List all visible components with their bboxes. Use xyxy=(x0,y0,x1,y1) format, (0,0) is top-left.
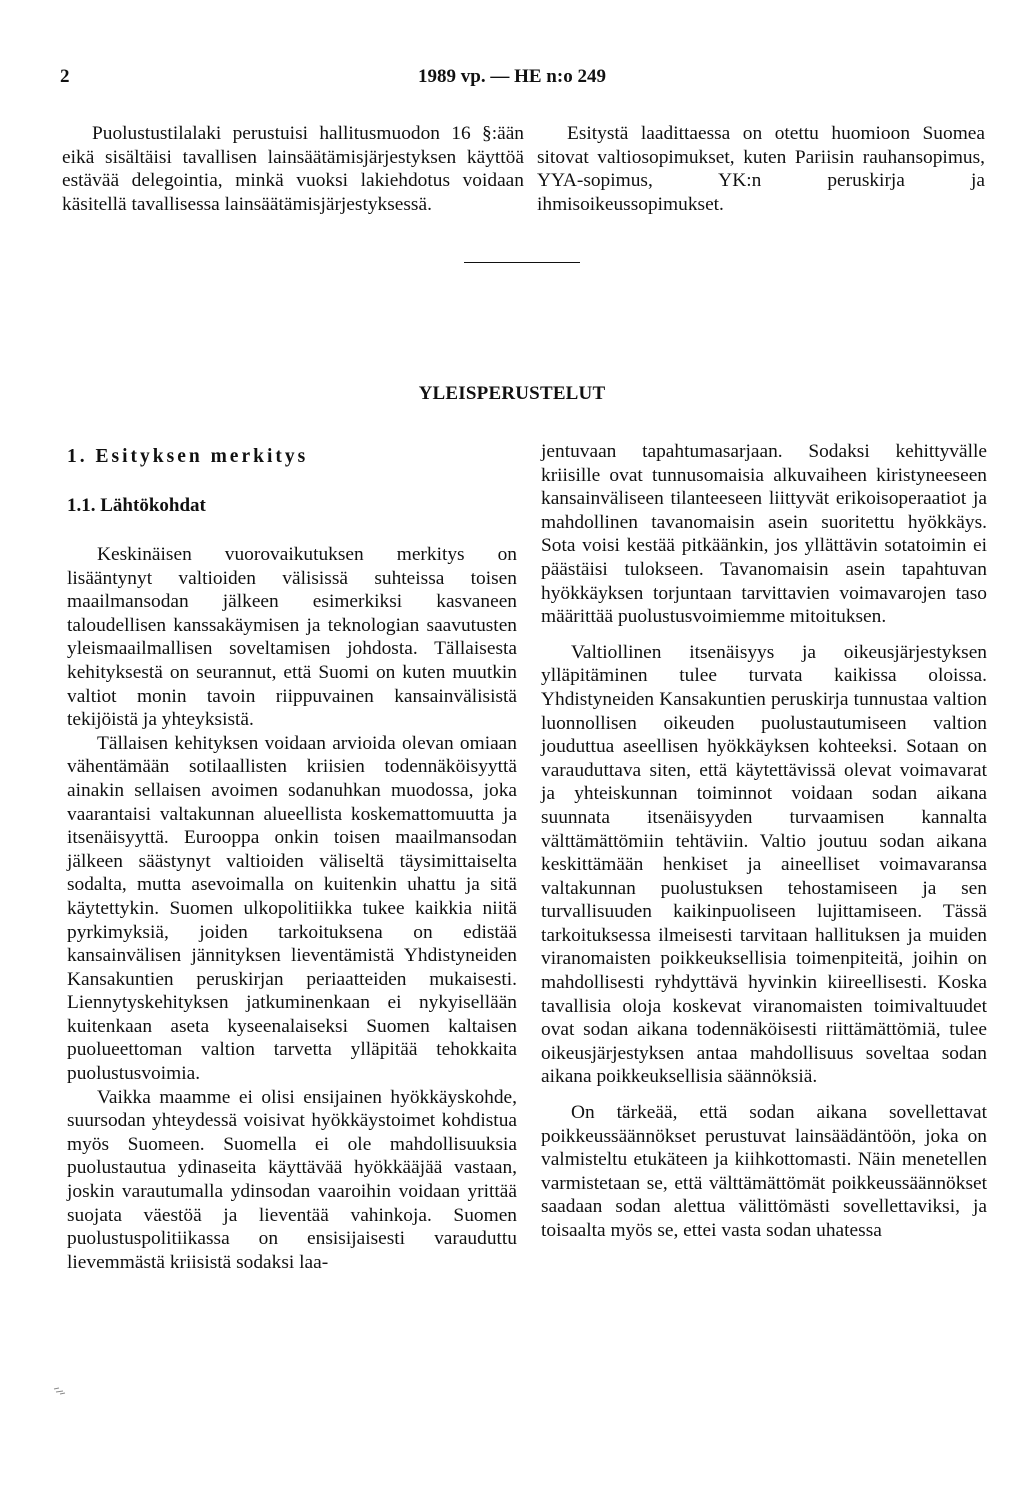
paragraph: Keskinäisen vuorovaikutuksen merkitys on lisääntynyt valtioiden välisissä suhteissa toisen maailmansodan jälkeen esimerkiksi kasvaneen taloudellisen kanssakäymisen ja teknologian saavutusten yleismaailmallisen soveltamisen johdosta. Tällaisesta kehityksestä on seurannut, että Suomi on kuten muutkin valtiot monin tavoin riippuvainen kansainvälisistä tekijöistä ja yhteyksistä. xyxy=(67,544,517,731)
top-right-text xyxy=(537,122,985,216)
left-column xyxy=(67,543,517,1274)
section-divider xyxy=(464,262,580,263)
paragraph: Vaikka maamme ei olisi ensijainen hyökkäyskohde, suursodan yhteydessä voisivat hyökkäystoimet kohdistua myös Suomeen. Suomella ei ole mahdollisuuksia puolustautua ydinaseita käyttävää hyökkääjää vastaan, joskin varautumalla ydinsodan vaaroihin voidaan yrittää suojata väestöä ja lieventää vahinkoja. Suomen puolustuspolitiikassa on ensisijaisesti varauduttu lievemmästä kriisistä sodaksi laa- xyxy=(67,1086,517,1273)
section-heading: 1. Esityksen merkitys xyxy=(67,446,309,467)
paragraph: jentuvaan tapahtumasarjaan. Sodaksi kehittyvälle kriisille ovat tunnusomaisia alkuvaiheen kiristyneeseen kansainväliseen tilanteeseen liittyvät erikoisoperaatiot ja mahdollinen tavanomaisin asein suoritettu hyökkäys. Sota voisi kestää pitkäänkin, jos yllättävin sotatoimin ei päästäisi tulokseen. Tavanomaisin asein tapahtuvan hyökkäyksen torjuntaan tarvittavien voimavarojen taso määrittää puolustusvoimiemme mitoituksen. xyxy=(541,441,987,628)
paragraph: Esitystä laadittaessa on otettu huomioon Suomea sitovat valtiosopimukset, kuten Pariisin rauhansopimus, YYA-sopimus, YK:n peruskirja ja ihmisoikeussopimukset. xyxy=(537,123,985,215)
chapter-title: YLEISPERUSTELUT xyxy=(418,383,606,404)
paragraph: Puolustustilalaki perustuisi hallitusmuodon 16 §:ään eikä sisältäisi tavallisen lainsäätämisjärjestyksen käyttöä estävää delegointia, minkä vuoksi lakiehdotus voidaan käsitellä tavallisessa lainsäätämisjärjestyksessä. xyxy=(62,123,524,215)
page-number: 2 xyxy=(60,66,70,87)
paragraph: Valtiollinen itsenäisyys ja oikeusjärjestyksen ylläpitäminen tulee turvata kaikissa oloissa. Yhdistyneiden Kansakuntien peruskirja tunnustaa valtion luonnollisen oikeuden puolustautumiseen valtion jouduttua aseellisen hyökkäyksen kohteeksi. Sotaan on varauduttava siten, että käytettävissä olevat voimavarat ja yhteiskunnan toiminnot voidaan sodan aikana suunnata itsenäisyyden turvaamisen kannalta välttämättömiin tehtäviin. Valtio joutuu sodan aikana keskittämään henkiset ja aineelliset voimavaransa valtakunnan puolustuksen tehostamiseen ja sen turvallisuuden kaikinpuoliseen lujittamiseen. Tässä tarkoituksessa ilmeisesti tarvitaan hallituksen ja muiden viranomaisten poikkeuksellisia toimenpiteitä, joihin on mahdollisesti ryhdyttävä hyvinkin kiireellisesti. Koska tavallisia oloja koskevat viranomaisten toimivaltuudet ovat sodan aikana todennäköisesti riittämättömiä, tulee oikeusjärjestyksen antaa mahdollisuus soveltaa sodan aikana poikkeuksellisia säännöksiä. xyxy=(541,641,987,1088)
subsection-heading: 1.1. Lähtökohdat xyxy=(67,495,206,516)
running-title: 1989 vp. — HE n:o 249 xyxy=(418,66,606,87)
paragraph: On tärkeää, että sodan aikana sovellettavat poikkeussäännökset perustuvat lainsäädäntöön, joka on valmisteltu etukäteen ja kiihkottomasti. Näin menetellen varmistetaan se, että välttämättömät poikkeussäännökset saadaan sodan alettua välittömästi sovellettaviksi, ja toisaalta myös se, ettei vasta sodan uhatessa xyxy=(541,1102,987,1241)
scan-mark xyxy=(53,1386,67,1399)
right-column xyxy=(541,440,987,1243)
top-left-text xyxy=(62,122,524,216)
paragraph: Tällaisen kehityksen voidaan arvioida olevan omiaan vähentämään sotilaallisten kriisien todennäköisyyttä ainakin sellaisen avoimen sodanuhkan muodossa, joka vaarantaisi valtakunnan alueellista koskemattomuutta ja itsenäisyyttä. Eurooppa onkin toisen maailmansodan jälkeen säästynyt valtioiden väliseltä täysimittaiselta sodalta, mutta asevoimalla on kuitenkin uhattu ja sitä käytettykin. Suomen ulkopolitiikka tukee kaikkia niitä pyrkimyksiä, joiden tarkoituksena on edistää kansainvälisen jännityksen lieventämistä Yhdistyneiden Kansakuntien peruskirjan periaatteiden mukaisesti. Liennytyskehityksen jatkuminenkaan ei nykyisellään kuitenkaan aseta kyseenalaiseksi Suomen kaltaisen puolueettoman valtion tarvetta ylläpitää tehokkaita puolustusvoimia. xyxy=(67,732,517,1085)
